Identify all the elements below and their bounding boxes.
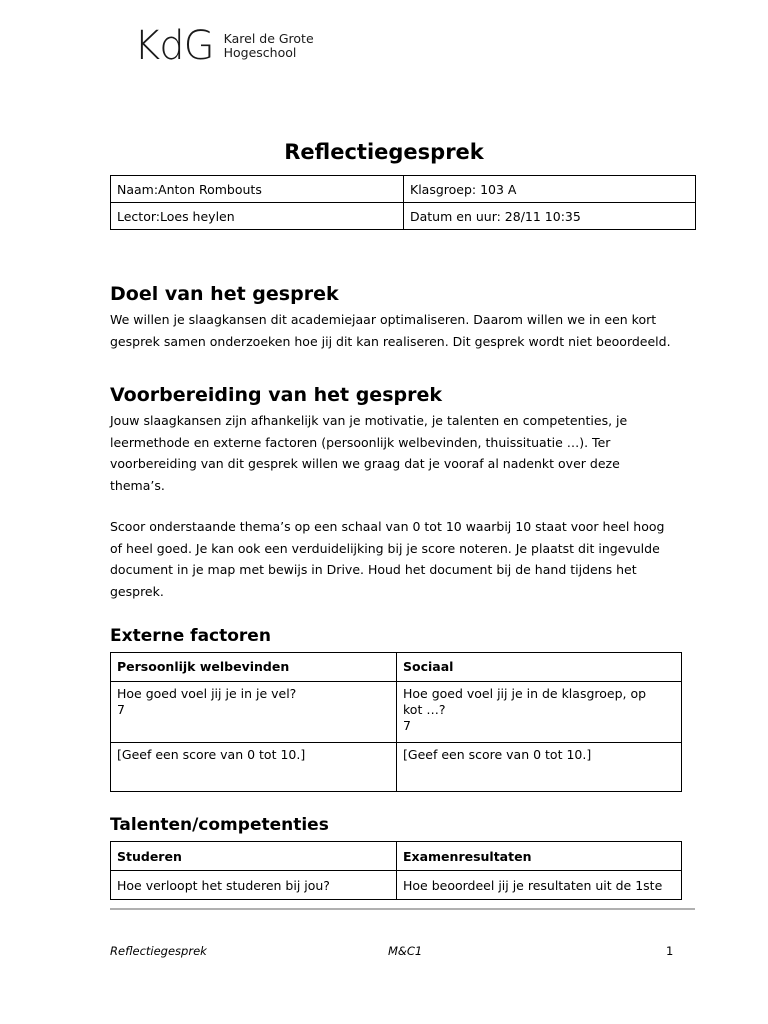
talenten-table [110,841,682,900]
text-line: document in je map met bewijs in Drive. Houd het document bij de hand tijdens het [110,562,637,577]
table-row [111,653,682,682]
question-text: Hoe goed voel jij je in de klasgroep, op [403,686,647,701]
table-cell: [Geef een score van 0 tot 10.] [397,743,682,792]
logo-line-2: Hogeschool [223,45,297,60]
column-header: Examenresultaten [397,842,682,871]
footer-course: M&C1 [388,944,423,958]
doel-heading: Doel van het gesprek [110,283,339,305]
table-row [111,176,696,203]
voorbereiding-paragraph-1 [110,410,700,496]
text-line: voorbereiding van dit gesprek willen we graag dat je vooraf al nadenkt over deze [110,456,620,471]
footer-title: Reflectiegesprek [110,944,207,958]
voorbereiding-heading: Voorbereiding van het gesprek [110,384,442,406]
text-line: Scoor onderstaande thema’s op een schaal van 0 tot 10 waarbij 10 staat voor heel hoog [110,519,665,534]
text-line: leermethode en externe factoren (persoonlijk welbevinden, thuissituatie …). Ter [110,434,611,450]
logo-line-1: Karel de Grote [223,31,314,46]
column-header: Sociaal [397,653,682,682]
info-table [110,175,696,230]
page-title: Reflectiegesprek [284,140,484,164]
answer-text: 7 [117,702,125,717]
table-row [111,682,682,743]
logo-text [224,32,314,60]
logo-mark: KdG [134,23,214,69]
question-text: Hoe goed voel jij je in je vel? [117,686,297,701]
externe-table [110,652,682,792]
table-row [111,743,682,792]
naam-cell: Naam:Anton Rombouts [111,176,404,203]
lector-cell: Lector:Loes heylen [111,203,404,230]
voorbereiding-paragraph-2 [110,516,700,602]
column-header: Persoonlijk welbevinden [111,653,397,682]
table-cell [111,682,397,743]
text-line: of heel goed. Je kan ook een verduidelijking bij je score noteren. Je plaatst dit ingevulde [110,540,660,556]
text-line: thema’s. [110,477,165,493]
footer-divider [110,908,695,910]
text-line: gesprek samen onderzoeken hoe jij dit kan realiseren. Dit gesprek wordt niet beoordeeld. [110,333,671,349]
kdg-logo [134,23,314,69]
answer-text: 7 [403,718,411,733]
question-text: kot …? [403,702,446,717]
klasgroep-cell: Klasgroep: 103 A [404,176,696,203]
datum-cell: Datum en uur: 28/11 10:35 [404,203,696,230]
text-line: Jouw slaagkansen zijn afhankelijk van je motivatie, je talenten en competenties, je [110,413,628,428]
table-cell [397,682,682,743]
externe-heading: Externe factoren [110,626,271,646]
table-cell: [Geef een score van 0 tot 10.] [111,743,397,792]
talenten-heading: Talenten/competenties [110,815,329,835]
text-line: We willen je slaagkansen dit academiejaar optimaliseren. Daarom willen we in een kort [110,312,657,327]
text-line: gesprek. [110,583,164,599]
table-row [111,871,682,900]
table-cell: Hoe verloopt het studeren bij jou? [111,871,397,900]
table-cell: Hoe beoordeel jij je resultaten uit de 1ste [397,871,682,900]
column-header: Studeren [111,842,397,871]
table-row [111,842,682,871]
page-number: 1 [666,944,674,958]
table-row [111,203,696,230]
doel-paragraph [110,309,700,352]
